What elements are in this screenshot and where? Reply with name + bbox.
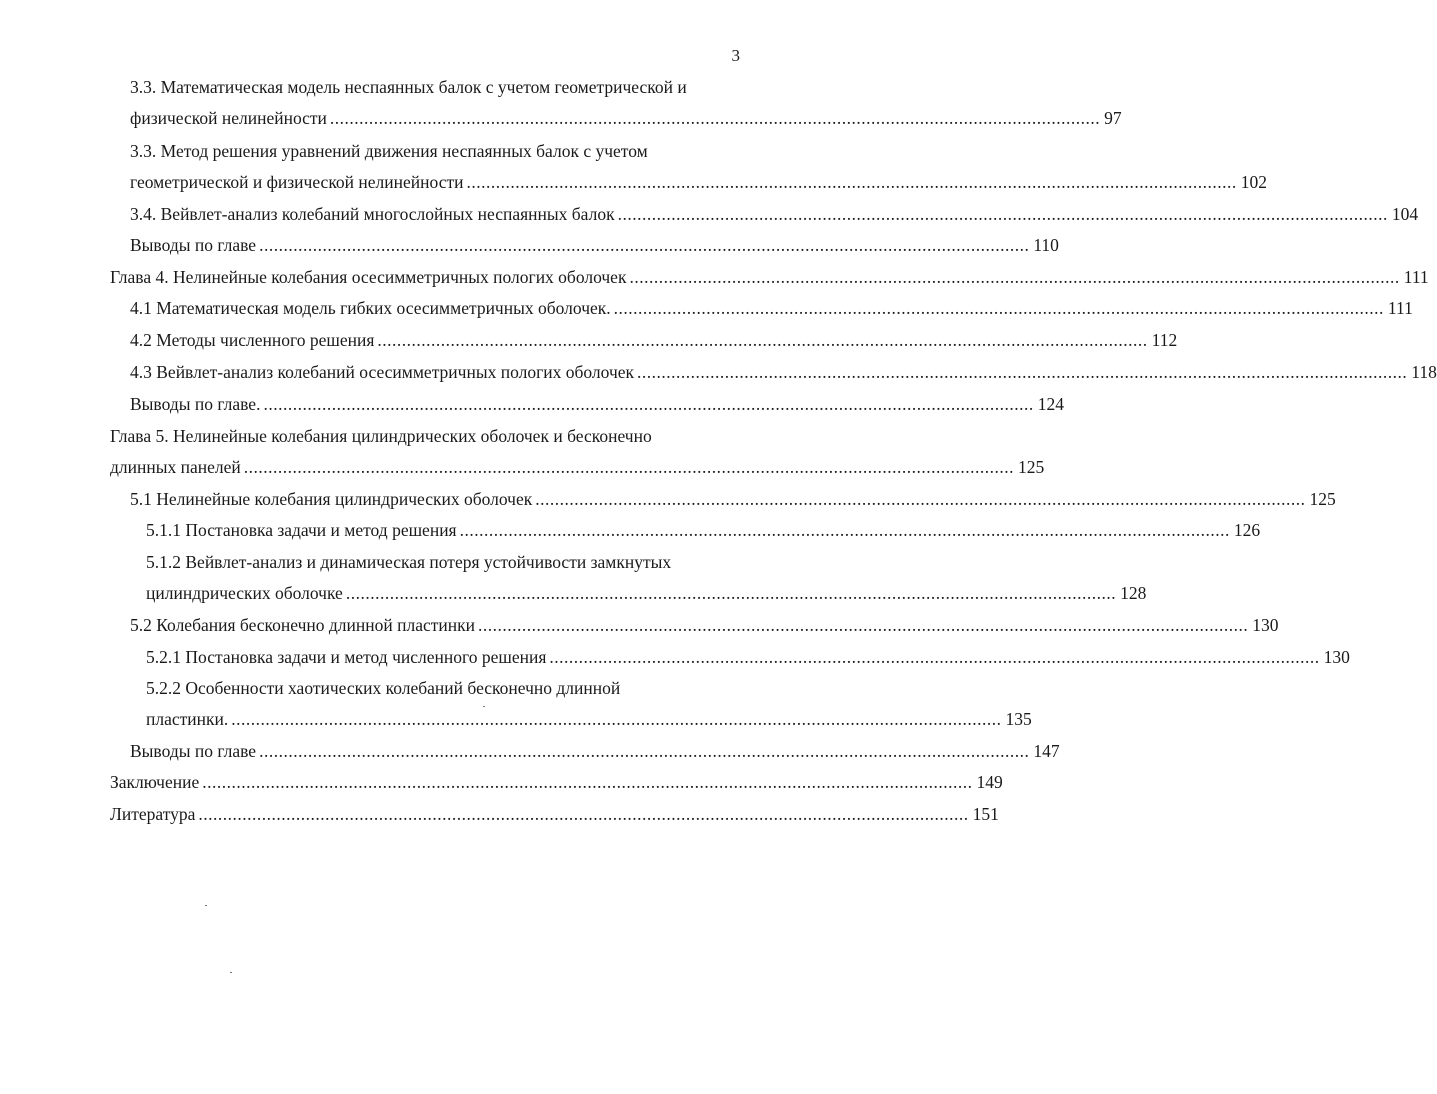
dot-leader: ..............................................................................................................................................................: [243, 457, 1014, 477]
dot-leader: ..............................................................................................................................................................: [613, 298, 1384, 318]
toc-entry: [130, 393, 1064, 415]
toc-page-number: 110: [1033, 235, 1059, 255]
toc-entry: [146, 519, 1261, 541]
toc-page-number: 125: [1018, 457, 1045, 477]
toc-page-number: 125: [1309, 489, 1336, 509]
dot-leader: ..............................................................................................................................................................: [617, 204, 1388, 224]
toc-entry-label: цилиндрических оболочке: [146, 583, 343, 603]
toc-entry-line: 3.3. Метод решения уравнений движения неспаянных балок с учетом: [130, 141, 648, 161]
toc-entry: [110, 266, 1429, 288]
toc-entry-label: 4.2 Методы численного решения: [130, 330, 375, 350]
toc-entry: [130, 171, 1267, 193]
toc-entry-label: 4.3 Вейвлет-анализ колебаний осесимметричных пологих оболочек: [130, 362, 635, 382]
toc-entry: [146, 582, 1147, 604]
dot-leader: ..............................................................................................................................................................: [202, 772, 973, 792]
dot-leader: ..............................................................................................................................................................: [259, 741, 1030, 761]
dot-leader: ..............................................................................................................................................................: [259, 235, 1030, 255]
toc-entry-label: 5.2.1 Постановка задачи и метод численного решения: [146, 647, 547, 667]
toc-entry: [130, 297, 1413, 319]
toc-entry: [130, 329, 1178, 351]
dot-leader: ..............................................................................................................................................................: [263, 394, 1034, 414]
toc-entry-line: 5.2.2 Особенности хаотических колебаний бесконечно длинной: [146, 678, 621, 698]
toc-entry-label: пластинки.: [146, 709, 229, 729]
dot-leader: ..............................................................................................................................................................: [549, 647, 1320, 667]
toc-entry-label: 3.4. Вейвлет-анализ колебаний многослойных неспаянных балок: [130, 204, 615, 224]
dot-leader: ..............................................................................................................................................................: [345, 583, 1117, 603]
toc-entry-label: 4.1 Математическая модель гибких осесимметричных оболочек.: [130, 298, 611, 318]
dot-leader: ..............................................................................................................................................................: [637, 362, 1408, 382]
toc-entry: [130, 203, 1419, 225]
toc-entry-label: 5.2 Колебания бесконечно длинной пластинки: [130, 615, 475, 635]
toc-page-number: 135: [1005, 709, 1032, 729]
dot-leader: ..............................................................................................................................................................: [231, 709, 1002, 729]
toc-entry-label: 5.1 Нелинейные колебания цилиндрических оболочек: [130, 489, 533, 509]
page-number: 3: [731, 46, 740, 65]
toc-page-number: 111: [1387, 298, 1413, 318]
dot-leader: ..............................................................................................................................................................: [198, 804, 969, 824]
toc-entry: [130, 740, 1060, 762]
toc-entry: [146, 646, 1350, 668]
dot-leader: ..............................................................................................................................................................: [629, 267, 1400, 287]
scan-speck: [230, 972, 232, 973]
toc-entry-label: Литература: [110, 804, 196, 824]
toc-entry-label: 5.1.1 Постановка задачи и метод решения: [146, 520, 457, 540]
toc-page-number: 124: [1037, 394, 1064, 414]
toc-page-number: 118: [1411, 362, 1437, 382]
toc-page-number: 111: [1403, 267, 1429, 287]
toc-entry: [130, 361, 1437, 383]
dot-leader: ..............................................................................................................................................................: [478, 615, 1249, 635]
dot-leader: ..............................................................................................................................................................: [466, 172, 1237, 192]
dot-leader: ..............................................................................................................................................................: [329, 108, 1101, 128]
toc-entry-label: Выводы по главе.: [130, 394, 261, 414]
toc-entry: [130, 107, 1122, 129]
dot-leader: ..............................................................................................................................................................: [535, 489, 1306, 509]
toc-entry-label: Глава 4. Нелинейные колебания осесимметричных пологих оболочек: [110, 267, 627, 287]
dot-leader: ..............................................................................................................................................................: [377, 330, 1148, 350]
toc-entry-line: 5.1.2 Вейвлет-анализ и динамическая потеря устойчивости замкнутых: [146, 552, 672, 572]
toc-entry: [130, 234, 1059, 256]
toc-page-number: 151: [972, 804, 999, 824]
toc-entry-label: Выводы по главе: [130, 235, 257, 255]
toc-entry-line: Глава 5. Нелинейные колебания цилиндрических оболочек и бесконечно: [110, 426, 652, 446]
toc-entry-label: длинных панелей: [110, 457, 241, 477]
toc-entry-label: физической нелинейности: [130, 108, 327, 128]
scan-speck: [205, 905, 207, 906]
toc-entry-label: геометрической и физической нелинейности: [130, 172, 464, 192]
toc-entry-line: 3.3. Математическая модель неспаянных балок с учетом геометрической и: [130, 77, 687, 97]
toc-page-number: 126: [1233, 520, 1261, 540]
toc-entry: [146, 708, 1032, 730]
toc-entry-label: Заключение: [110, 772, 200, 792]
toc-page-number: 102: [1240, 172, 1267, 192]
toc-page-number: 97: [1104, 108, 1122, 128]
toc-entry: [130, 614, 1279, 636]
scan-speck: [483, 706, 485, 707]
toc-entry: [110, 456, 1045, 478]
toc-entry: [110, 803, 999, 825]
toc-page-number: 147: [1033, 741, 1060, 761]
dot-leader: ..............................................................................................................................................................: [459, 520, 1230, 540]
toc-page-number: 112: [1151, 330, 1178, 350]
toc-page-number: 128: [1120, 583, 1147, 603]
toc-page-number: 130: [1323, 647, 1350, 667]
toc-page-number: 149: [976, 772, 1003, 792]
toc-page-number: 130: [1252, 615, 1279, 635]
toc-entry: [130, 488, 1336, 510]
toc-page-number: 104: [1391, 204, 1419, 224]
toc-entry: [110, 771, 1003, 793]
toc-entry-label: Выводы по главе: [130, 741, 257, 761]
